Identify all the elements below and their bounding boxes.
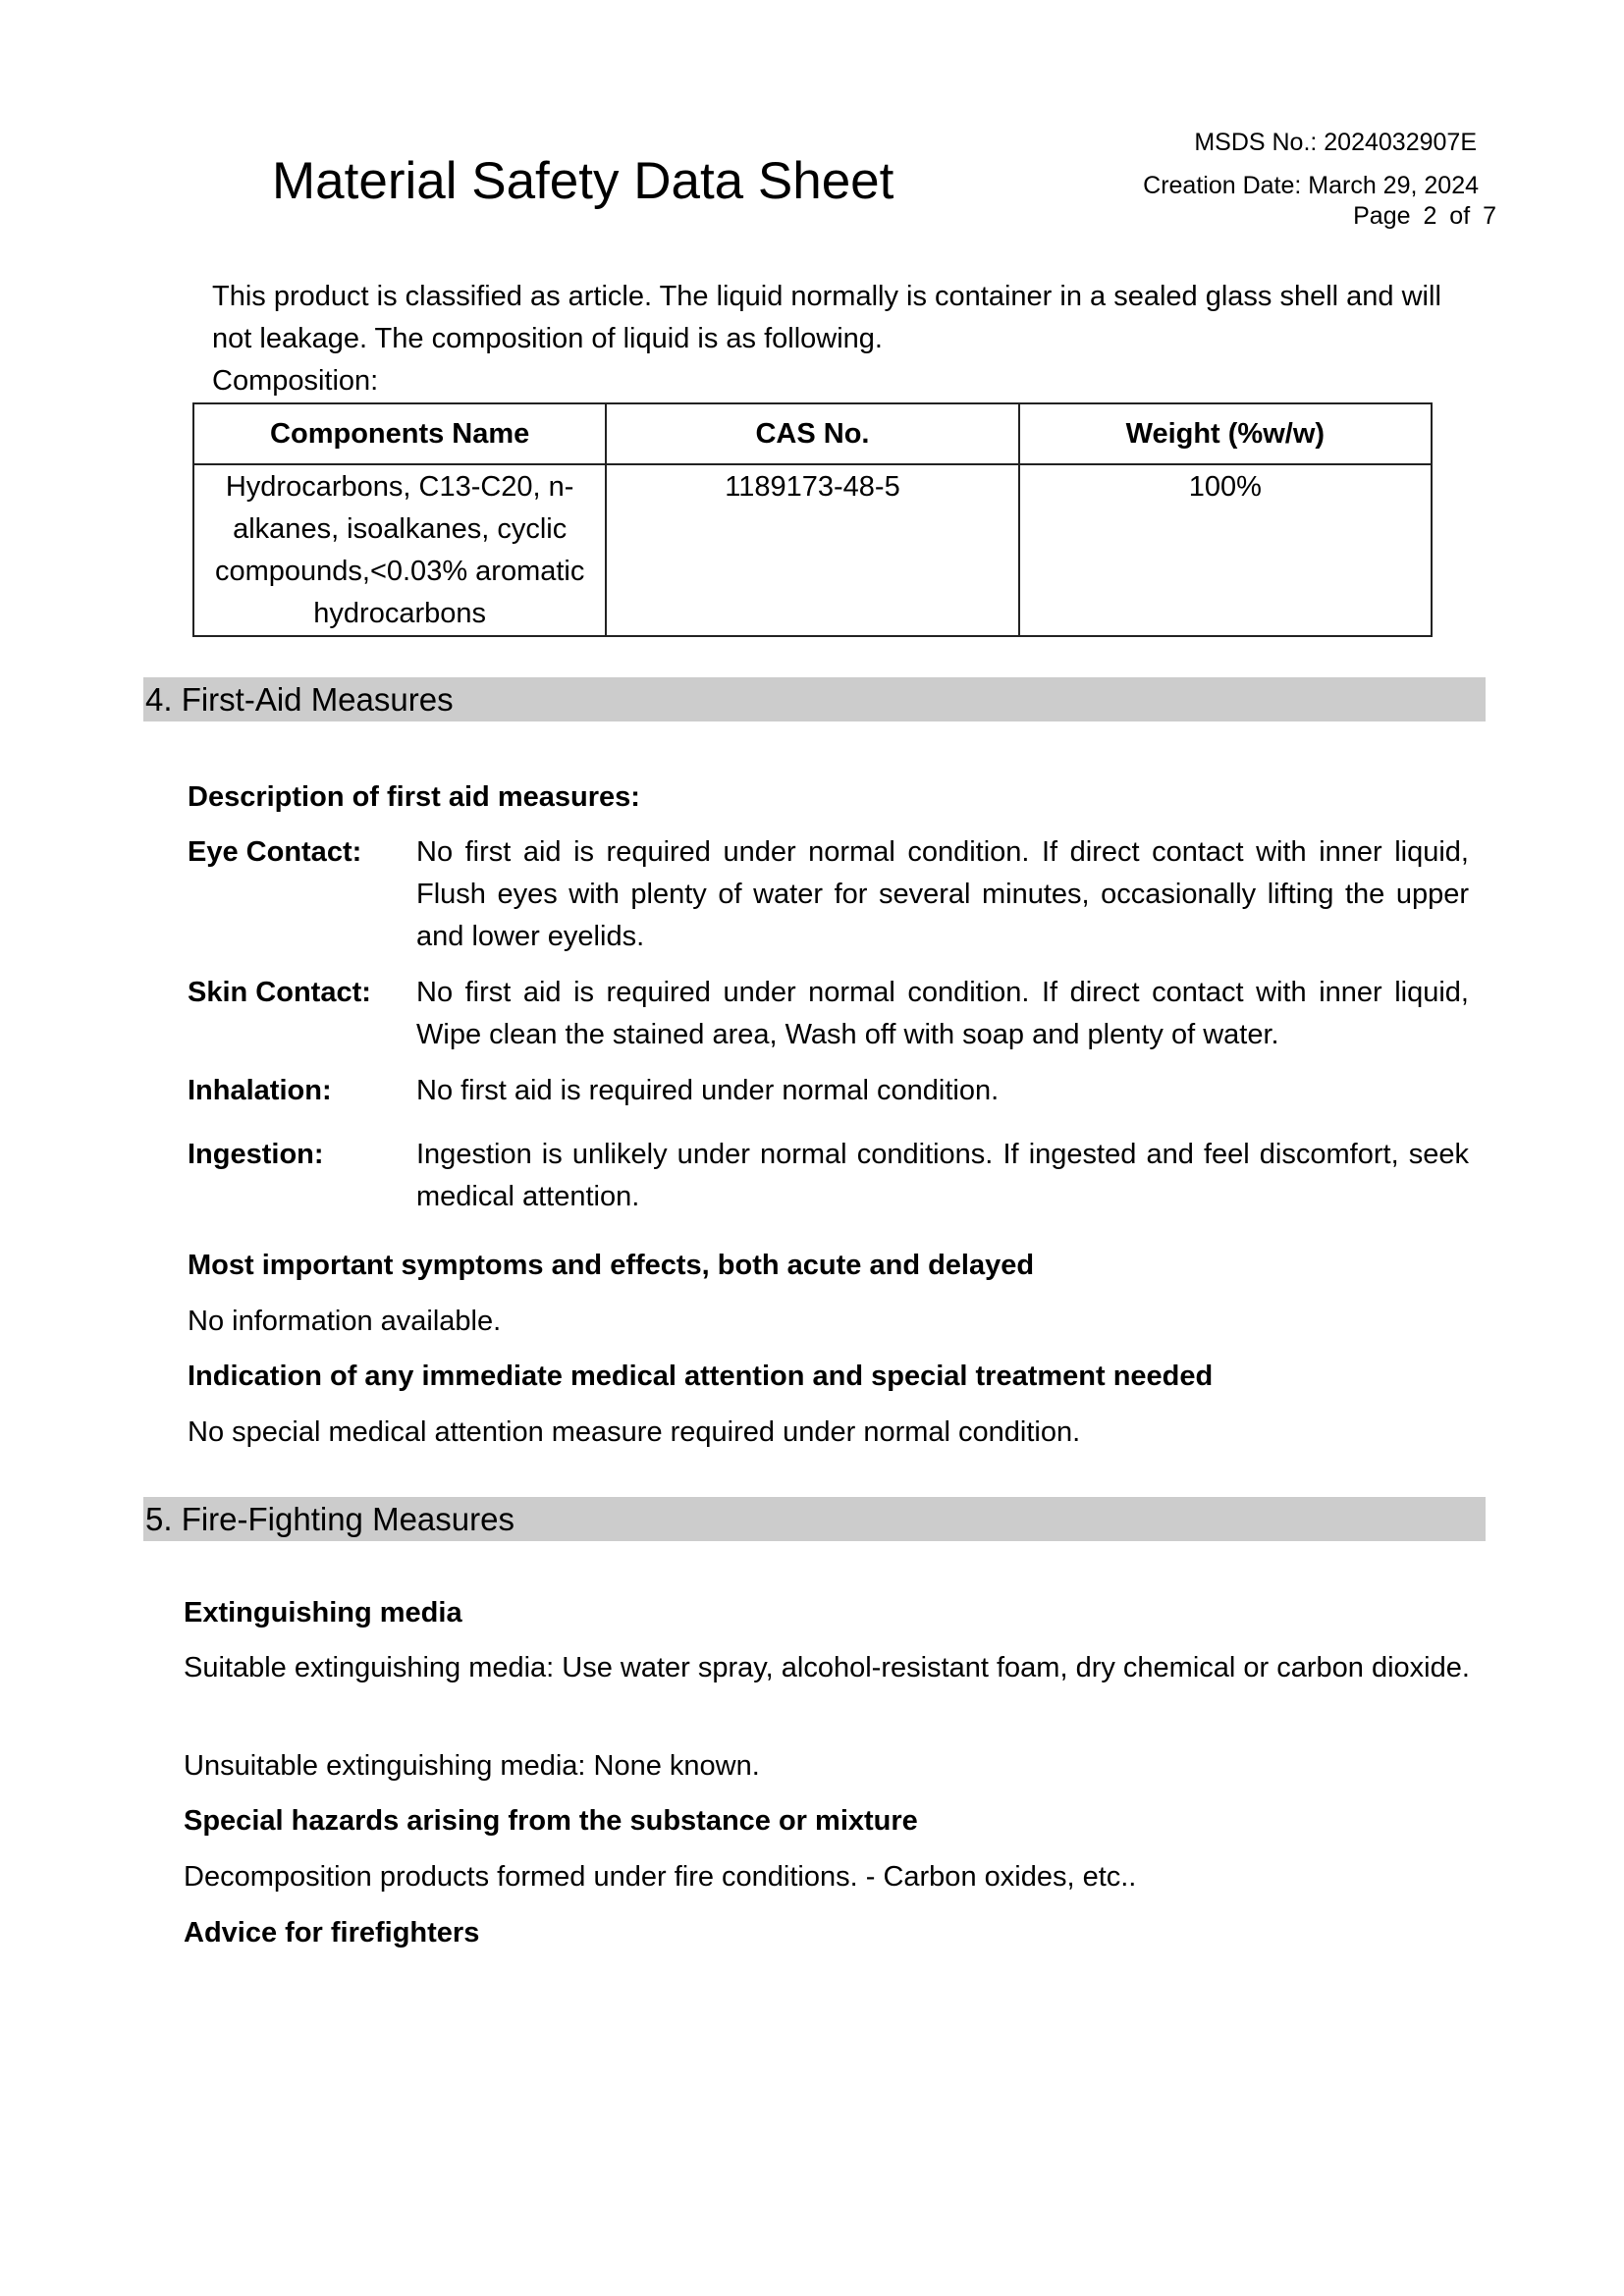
first-aid-description-heading: Description of first aid measures:	[188, 781, 640, 813]
symptoms-heading: Most important symptoms and effects, both acute and delayed	[188, 1250, 1035, 1281]
ingestion-text: Ingestion is unlikely under normal conditions. If ingested and feel discomfort, seek medical attention.	[416, 1139, 1469, 1212]
intro-text: This product is classified as article. The liquid normally is container in a sealed glass shell and will not leakage. The composition of liquid is as following.	[212, 281, 1441, 354]
medical-attention-text: No special medical attention measure required under normal condition.	[188, 1416, 1081, 1448]
section-4-heading: 4. First-Aid Measures	[143, 677, 1486, 721]
cell-component-name: Hydrocarbons, C13-C20, n-alkanes, isoalkanes, cyclic compounds,<0.03% aromatic hydrocarbons	[193, 464, 606, 636]
msds-number: MSDS No.: 2024032907E	[1194, 129, 1477, 156]
medical-attention-heading: Indication of any immediate medical attention and special treatment needed	[188, 1361, 1214, 1392]
composition-label: Composition:	[212, 365, 379, 397]
header-components-name: Components Name	[193, 403, 606, 464]
intro-paragraph	[212, 276, 1459, 402]
table-row	[193, 464, 1432, 636]
first-aid-skin-contact	[188, 972, 1469, 1056]
first-aid-inhalation	[188, 1070, 1469, 1112]
header-cas-no: CAS No.	[606, 403, 1018, 464]
special-hazards-text: Decomposition products formed under fire conditions. - Carbon oxides, etc..	[184, 1861, 1137, 1893]
document-title: Material Safety Data Sheet	[272, 152, 894, 210]
skin-contact-text: No first aid is required under normal condition. If direct contact with inner liquid, Wipe clean the stained area, Wash off with soap and plenty of water.	[416, 977, 1469, 1050]
composition-table	[192, 402, 1433, 637]
header-weight: Weight (%w/w)	[1019, 403, 1432, 464]
unsuitable-media-text: Unsuitable extinguishing media: None known.	[184, 1750, 760, 1782]
eye-contact-text: No first aid is required under normal condition. If direct contact with inner liquid, Flush eyes with plenty of water for several minutes, occasionally lifting the upper and lower eyelids.	[416, 836, 1469, 952]
page-number: Page 2 of 7	[1353, 202, 1496, 230]
cell-cas-no: 1189173-48-5	[606, 464, 1018, 636]
section-5-heading: 5. Fire-Fighting Measures	[143, 1497, 1486, 1541]
suitable-media-text: Suitable extinguishing media: Use water spray, alcohol-resistant foam, dry chemical or carbon dioxide.	[184, 1652, 1470, 1683]
table-header-row	[193, 403, 1432, 464]
creation-date: Creation Date: March 29, 2024	[1143, 172, 1479, 199]
first-aid-eye-contact	[188, 831, 1469, 958]
inhalation-label: Inhalation:	[188, 1075, 332, 1106]
skin-contact-label: Skin Contact:	[188, 977, 371, 1008]
inhalation-text: No first aid is required under normal condition.	[416, 1075, 1000, 1106]
extinguishing-media-heading: Extinguishing media	[184, 1597, 462, 1629]
symptoms-text: No information available.	[188, 1306, 502, 1337]
first-aid-ingestion	[188, 1134, 1469, 1218]
cell-weight: 100%	[1019, 464, 1432, 636]
special-hazards-heading: Special hazards arising from the substance or mixture	[184, 1805, 918, 1837]
advice-firefighters-heading: Advice for firefighters	[184, 1917, 480, 1949]
ingestion-label: Ingestion:	[188, 1139, 324, 1170]
eye-contact-label: Eye Contact:	[188, 836, 362, 868]
